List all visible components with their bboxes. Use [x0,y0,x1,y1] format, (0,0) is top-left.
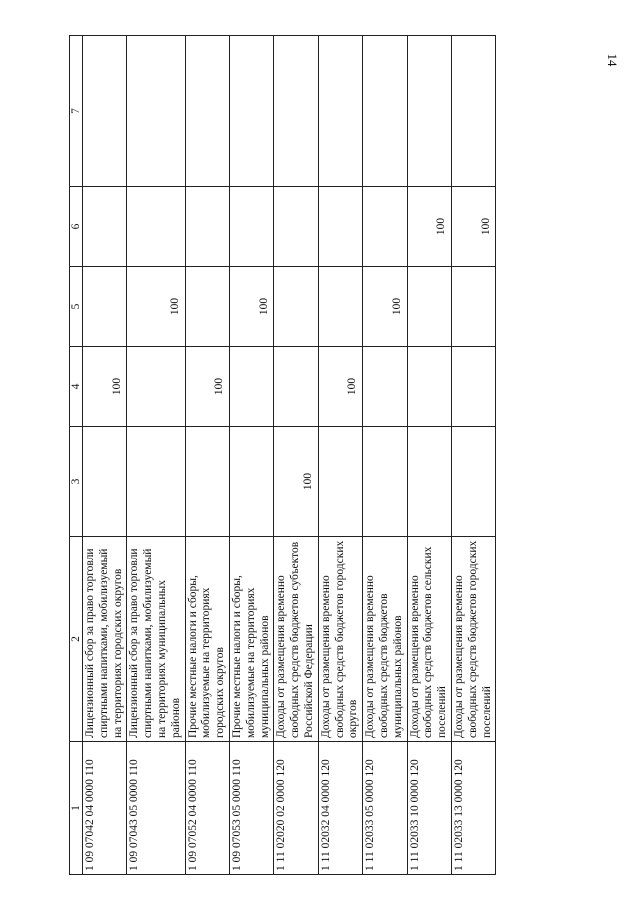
budget-classification-code: 1 11 02032 04 0000 120 [318,742,362,875]
value-col-4 [407,347,451,427]
budget-classification-code: 1 09 07053 05 0000 110 [229,742,273,875]
value-col-3 [185,427,229,537]
value-col-5: 100 [363,267,407,347]
value-col-5 [274,267,318,347]
value-col-4: 100 [83,347,127,427]
value-col-5 [451,267,495,347]
table-row [83,36,127,875]
budget-classification-code: 1 11 02033 10 0000 120 [407,742,451,875]
table-row [229,36,273,875]
value-col-7 [363,36,407,187]
value-col-3 [229,427,273,537]
value-col-5 [185,267,229,347]
budget-classification-code: 1 11 02020 02 0000 120 [274,742,318,875]
value-col-3: 100 [274,427,318,537]
budget-classification-code: 1 11 02033 05 0000 120 [363,742,407,875]
value-col-7 [127,36,185,187]
page-number: 14 [605,53,620,67]
budget-classification-code: 1 09 07042 04 0000 110 [83,742,127,875]
value-col-4 [229,347,273,427]
value-col-3 [127,427,185,537]
budget-classification-code: 1 09 07043 05 0000 110 [127,742,185,875]
value-col-6 [363,187,407,267]
revenue-table-wrapper [69,36,493,875]
table-row [127,36,185,875]
value-col-7 [83,36,127,187]
value-col-7 [318,36,362,187]
value-col-6: 100 [407,187,451,267]
value-col-4 [127,347,185,427]
column-header-7: 7 [70,36,83,187]
value-col-7 [407,36,451,187]
column-header-1: 1 [70,742,83,875]
value-col-6 [274,187,318,267]
value-col-3 [83,427,127,537]
value-col-4 [451,347,495,427]
value-col-7 [451,36,495,187]
revenue-name: Лицензионный сбор за право торговли спиртными напитками, мобилизуемый на территориях городских округов [83,537,127,742]
column-header-4: 4 [70,347,83,427]
value-col-5: 100 [127,267,185,347]
value-col-5 [83,267,127,347]
header-row [70,36,83,875]
value-col-6 [185,187,229,267]
revenue-name: Доходы от размещения временно свободных средств бюджетов городских округов [318,537,362,742]
budget-classification-code: 1 09 07052 04 0000 110 [185,742,229,875]
value-col-6 [127,187,185,267]
revenue-name: Доходы от размещения временно свободных средств бюджетов муниципальных районов [363,537,407,742]
table-row [363,36,407,875]
revenue-name: Лицензионный сбор за право торговли спиртными напитками, мобилизуемый на территориях муниципальных районов [127,537,185,742]
table-row [185,36,229,875]
table-row [274,36,318,875]
budget-classification-code: 1 11 02033 13 0000 120 [451,742,495,875]
value-col-5: 100 [229,267,273,347]
table-row [451,36,495,875]
value-col-7 [274,36,318,187]
revenue-table [69,35,496,875]
revenue-name: Доходы от размещения временно свободных средств бюджетов городских поселений [451,537,495,742]
value-col-5 [318,267,362,347]
column-header-5: 5 [70,267,83,347]
revenue-name: Прочие местные налоги и сборы, мобилизуемые на территориях муниципальных районов [229,537,273,742]
value-col-6: 100 [451,187,495,267]
value-col-4: 100 [318,347,362,427]
value-col-3 [407,427,451,537]
value-col-6 [318,187,362,267]
table-row [407,36,451,875]
value-col-6 [83,187,127,267]
value-col-7 [185,36,229,187]
rotated-page-area [69,36,493,875]
value-col-6 [229,187,273,267]
value-col-3 [318,427,362,537]
revenue-name: Доходы от размещения временно свободных средств бюджетов субъектов Российской Федерации [274,537,318,742]
column-header-2: 2 [70,537,83,742]
column-header-3: 3 [70,427,83,537]
value-col-5 [407,267,451,347]
table-row [318,36,362,875]
column-header-6: 6 [70,187,83,267]
value-col-4: 100 [185,347,229,427]
revenue-name: Прочие местные налоги и сборы, мобилизуемые на территориях городских округов [185,537,229,742]
value-col-3 [451,427,495,537]
value-col-7 [229,36,273,187]
value-col-4 [274,347,318,427]
revenue-name: Доходы от размещения временно свободных средств бюджетов сельских поселений [407,537,451,742]
value-col-3 [363,427,407,537]
value-col-4 [363,347,407,427]
